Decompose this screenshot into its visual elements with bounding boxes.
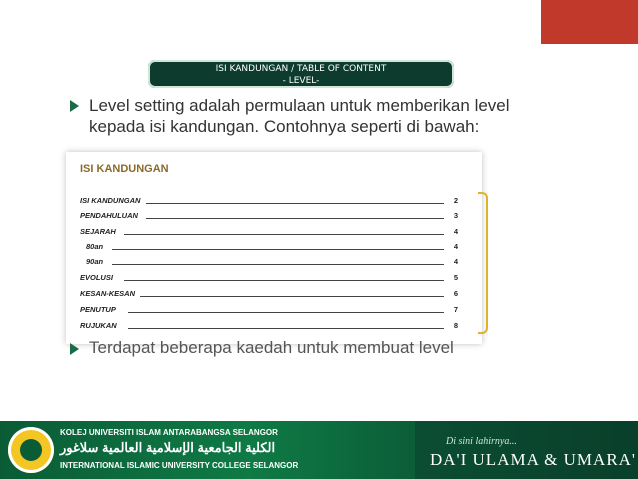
toc-row-label: PENDAHULUAN	[80, 211, 138, 220]
bullet-arrow-icon	[70, 100, 79, 112]
toc-leader-line	[124, 234, 444, 235]
toc-row-page: 5	[453, 273, 458, 282]
toc-row-label: EVOLUSI	[80, 273, 113, 282]
bullet-text-1: Level setting adalah permulaan untuk memberikan level kepada isi kandungan. Contohnya seperti di bawah:	[89, 96, 510, 136]
title-line-2: - LEVEL-	[282, 76, 320, 86]
toc-row-label: PENUTUP	[80, 305, 116, 314]
toc-row	[80, 317, 458, 331]
toc-leader-line	[112, 264, 444, 265]
toc-leader-line	[128, 328, 444, 329]
toc-row-page: 4	[453, 227, 458, 236]
university-name-malay: KOLEJ UNIVERSITI ISLAM ANTARABANGSA SELANGOR	[60, 428, 278, 437]
toc-row-label: ISI KANDUNGAN	[80, 196, 141, 205]
toc-row	[80, 253, 458, 267]
toc-row-page: 8	[453, 321, 458, 330]
tagline-main: DA'I ULAMA & UMARA'	[430, 450, 636, 469]
bullet-arrow-icon	[70, 343, 79, 355]
top-accent-bar	[541, 0, 638, 44]
toc-row	[80, 192, 458, 206]
toc-row-label: SEJARAH	[80, 227, 116, 236]
toc-example-image	[66, 152, 482, 344]
toc-row	[80, 269, 458, 283]
slide-title	[148, 60, 454, 88]
university-name-arabic: الكلية الجامعية الإسلامية العالمية سلاغور	[60, 440, 276, 455]
toc-row-page: 4	[453, 257, 458, 266]
toc-row-page: 4	[453, 242, 458, 251]
level-brace	[478, 192, 488, 334]
toc-leader-line	[146, 218, 444, 219]
toc-row-page: 2	[453, 196, 458, 205]
toc-heading: ISI KANDUNGAN	[80, 163, 169, 175]
toc-leader-line	[146, 203, 444, 204]
toc-leader-line	[140, 296, 444, 297]
toc-row-page: 7	[453, 305, 458, 314]
toc-row-page: 3	[453, 211, 458, 220]
logo-emblem-icon	[20, 439, 42, 461]
toc-row	[80, 238, 458, 252]
toc-row-page: 6	[453, 289, 458, 298]
toc-row-label: KESAN-KESAN	[80, 289, 136, 298]
toc-leader-line	[128, 312, 444, 313]
bullet-text-2: Terdapat beberapa kaedah untuk membuat level	[89, 338, 454, 357]
tagline-intro: Di sini lahirnya...	[446, 436, 517, 447]
toc-leader-line	[124, 280, 444, 281]
title-line-1: ISI KANDUNGAN / TABLE OF CONTENT	[215, 64, 387, 74]
toc-row	[80, 207, 458, 221]
toc-row	[80, 301, 458, 315]
university-name-english: INTERNATIONAL ISLAMIC UNIVERSITY COLLEGE SELANGOR	[60, 461, 299, 470]
toc-row	[80, 285, 458, 299]
toc-row-label: 80an	[86, 242, 104, 251]
toc-row-label: 90an	[86, 257, 104, 266]
toc-row	[80, 223, 458, 237]
toc-row-label: RUJUKAN	[80, 321, 117, 330]
toc-leader-line	[112, 249, 444, 250]
